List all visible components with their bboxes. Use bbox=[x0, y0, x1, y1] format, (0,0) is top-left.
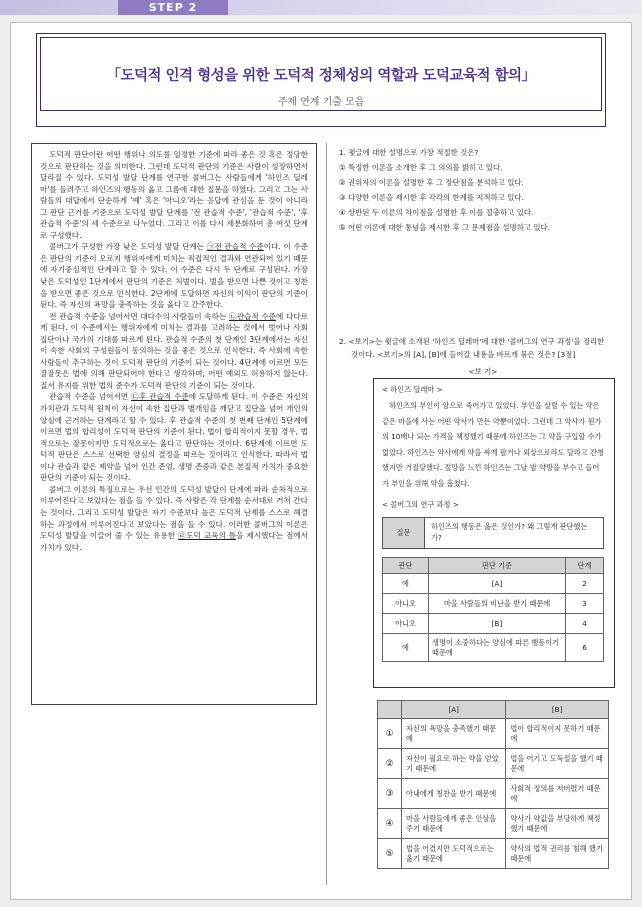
table-row: 예 [A] 2 bbox=[383, 574, 604, 594]
answer-option[interactable]: ④ 상반된 두 이론의 차이점을 설명한 후 이를 절충하고 있다. bbox=[339, 208, 534, 217]
passage-paragraph: 도덕적 판단이란 어떤 행위나 의도를 일정한 기준에 따라 좋은 것 혹은 정당한 것으로 판단하는 것을 의미한다. 그런데 도덕적 판단의 기준은 사람이 성장하면서 달라질 수 있다. 도덕성 발달 단계를 연구한 콜버그는 사람들에게 '하인즈 딜레마'를 들려주고 하인즈의 행동의 옳고 그름에 대한 질문을 하였다. 그리고 그는 사람들의 대답에서 단순하게 '예' 혹은 '아니오'라는 응답에 관심을 둔 것이 아니라 그 판단 근거를 기준으로 도덕성 발달 단계를 '전 관습적 수준', '관습적 수준', '후 관습적 수준'의 세 수준으로 나누었다. 그리고 이를 다시 세분화하여 총 여섯 단계로 구성했다. bbox=[40, 150, 308, 240]
underlined-term: ㉠전 관습적 수준 bbox=[206, 242, 264, 252]
question-label: 질문 bbox=[383, 518, 425, 548]
question-stem: 2. <보기>는 윗글에 소개된 '하인즈 딜레마'에 대한 '콜버그의 연구 과정'을 정리한 bbox=[339, 337, 605, 346]
table-header: 판단 기준 bbox=[429, 558, 566, 574]
column-divider bbox=[326, 143, 327, 885]
step-tab: STEP 2 bbox=[118, 0, 228, 15]
answer-row[interactable]: ④ 마을 사람들에게 좋은 인상을 주기 때문에 약사가 약값을 부당하게 책정했기 때문에 bbox=[378, 809, 609, 839]
underlined-term: ㉣도덕 교육의 틀 bbox=[178, 531, 237, 541]
subtitle: 주제 연계 기출 모음 bbox=[277, 97, 365, 108]
question-2 bbox=[339, 335, 624, 361]
table-header: 판단 bbox=[383, 558, 429, 574]
research-question-box bbox=[382, 517, 604, 549]
passage-paragraph: 전 관습적 수준을 넘어서면 대다수의 사람들이 속하는 ㉡관습적 수준에 다다르게 된다. 이 수준에서는 행위자에게 미치는 결과를 고려하는 것에서 벗어나 사회 집단이나 국가의 기대를 따르게 된다. 관습적 수준의 첫 단계인 3단계에서는 자신이 속한 사회의 구성원들이 동의하는 것을 좋은 것으로 인식한다. 즉 사회에 속한 사람들이 추구하는 것이 도덕적 판단의 기준이 되는 것이다. 4단계에 이르면 모든 잘잘못은 법에 의해 판단되어야 한다고 생각하며, 어떤 예외도 허용하지 않는다. 질서 유지를 위한 법의 준수가 도덕적 판단의 기준이 되는 것이다. bbox=[40, 311, 309, 390]
question-stem-cont: 것이다. <보기>의 [A], [B]에 들어갈 내용을 바르게 묶은 것은? [3점] bbox=[351, 350, 576, 359]
heinz-heading: < 하인즈 딜레마 > bbox=[382, 385, 443, 394]
stage-table bbox=[382, 557, 604, 662]
answer-option[interactable]: ② 권위자의 이론을 설명한 후 그 장단점을 분석하고 있다. bbox=[339, 178, 524, 187]
question-text: 하인즈의 행동은 옳은 것인가? 왜 그렇게 판단했는가? bbox=[431, 522, 588, 542]
answer-row[interactable]: ③ 아내에게 칭찬을 받기 때문에 사회적 정의를 저버렸기 때문에 bbox=[378, 779, 609, 809]
table-row: 아니오 마을 사람들의 비난을 받기 때문에 3 bbox=[383, 594, 604, 614]
table-header: [A] bbox=[402, 701, 506, 719]
answer-row[interactable]: ② 자신이 필요로 하는 약을 얻었기 때문에 법을 어기고 도둑질을 했기 때문에 bbox=[378, 749, 609, 779]
answer-option[interactable]: ① 특정한 이론을 소개한 후 그 의의를 밝히고 있다. bbox=[339, 163, 503, 172]
boki-label: <보 기> bbox=[468, 367, 498, 376]
step-banner bbox=[0, 0, 642, 15]
answer-row[interactable]: ⑤ 법을 어겼지만 도덕적으로는 옳기 때문에 약사의 법적 권리를 침해 했기 때문에 bbox=[378, 839, 609, 869]
table-row: 예 생명이 소중하다는 양심에 따른 행동이기 때문에 6 bbox=[383, 634, 604, 662]
worksheet-page bbox=[10, 22, 632, 900]
underlined-term: ㉡관습적 수준 bbox=[228, 311, 277, 321]
question-stem: 1. 윗글에 대한 설명으로 가장 적절한 것은? bbox=[339, 148, 479, 157]
table-header: 단계 bbox=[566, 558, 604, 574]
table-header bbox=[378, 701, 402, 719]
research-heading: < 콜버그의 연구 과정 > bbox=[382, 500, 459, 509]
underlined-term: ㉢후 관습적 수준 bbox=[130, 392, 189, 402]
answer-option[interactable]: ③ 다양한 이론을 제시한 후 각각의 한계를 지적하고 있다. bbox=[339, 193, 524, 202]
passage-paragraph: 콜버그 이론의 특징으로는 우선 인간의 도덕성 발달이 단계에 따라 순차적으로 이루어진다고 보았다는 점을 들 수 있다. 즉 사람은 각 단계를 순서대로 거쳐 간다는 것이다. 그리고 도덕성 발달은 자기 수준보다 높은 도덕적 난제를 스스로 해결하는 과정에서 이루어진다고 보았다는 점을 들 수 있다. 이러한 콜버그의 이론은 도덕성 발달을 이끌어 줄 수 있는 유용한 ㉣도덕 교육의 틀을 제시했다는 점에서 가치가 있다. bbox=[40, 484, 308, 552]
reading-passage bbox=[31, 143, 317, 705]
table-row: 아니오 [B] 4 bbox=[383, 614, 604, 634]
main-title: 「도덕적 인격 형성을 위한 도덕적 정체성의 역할과 도덕교육적 함의」 bbox=[106, 68, 536, 84]
passage-paragraph: 관습적 수준을 넘어서면 ㉢후 관습적 수준에 도달하게 된다. 이 수준은 자신의 가치관과 도덕적 원칙이 자신이 속한 집단과 별개임을 깨닫고 집단을 넘어 개인의 양심에 근거하는 단계라고 할 수 있다. 후 관습적 수준의 첫 번째 단계인 5단계에 이르면 법의 합리성이 도덕적 판단의 기준이 된다. 법이 합리적이지 못할 경우, 법적으로는 잘못이지만 도덕적으로는 옳다고 판단하는 것이다. 6단계에 이르면 도덕적 판단은 스스로 선택한 양심의 결정을 따르는 것이라고 인식한다. 따라서 법이나 관습과 같은 제약을 넘어 인간 존엄, 생명 존중과 같은 본질적 가치가 중요한 판단의 기준이 되는 것이다. bbox=[40, 392, 308, 483]
answer-table bbox=[377, 700, 609, 869]
answer-option[interactable]: ⑤ 어떤 이론에 대한 통념을 제시한 후 그 문제점을 설명하고 있다. bbox=[339, 223, 550, 232]
question-1 bbox=[339, 145, 624, 235]
passage-paragraph: 콜버그가 구성한 가장 낮은 도덕성 발달 단계는 ㉠전 관습적 수준이다. 이 수준은 판단의 기준이 오로지 행위자에게 미치는 직접적인 결과와 연관되어 있기 때문에 자기중심적인 단계라고 할 수 있다. 이 수준은 다시 두 단계로 구성된다. 가장 낮은 도덕성인 1단계에서 판단의 기준은 처벌이다. 벌을 받으면 나쁜 것이고 칭찬을 받으면 좋은 것으로 인식한다. 2단계에 도달하면 자신의 이익이 판단의 기준이 된다. 즉 자신의 욕망을 충족하는 것을 옳다고 간주한다. bbox=[40, 242, 308, 310]
boki-box bbox=[373, 378, 615, 688]
answer-row[interactable]: ① 자신의 욕망을 충족했기 때문에 법이 합리적이지 못하기 때문에 bbox=[378, 719, 609, 749]
heinz-story: 하인즈의 부인이 암으로 죽어가고 있었다. 부인을 살릴 수 있는 약은 같은 마을에 사는 어떤 약사가 만든 약뿐이었다. 그런데 그 약사가 원가의 10배나 되는 가격을 책정했기 때문에 하인즈는 그 약을 구입할 수가 없었다. 하인즈는 약사에게 약을 싸게 팔거나 외상으로라도 달라고 간청했지만 거절당했다. 절망을 느낀 하인즈는 그날 밤 약방을 부수고 들어가 부인을 위해 약을 훔쳤다. bbox=[382, 401, 604, 488]
table-header: [B] bbox=[506, 701, 609, 719]
